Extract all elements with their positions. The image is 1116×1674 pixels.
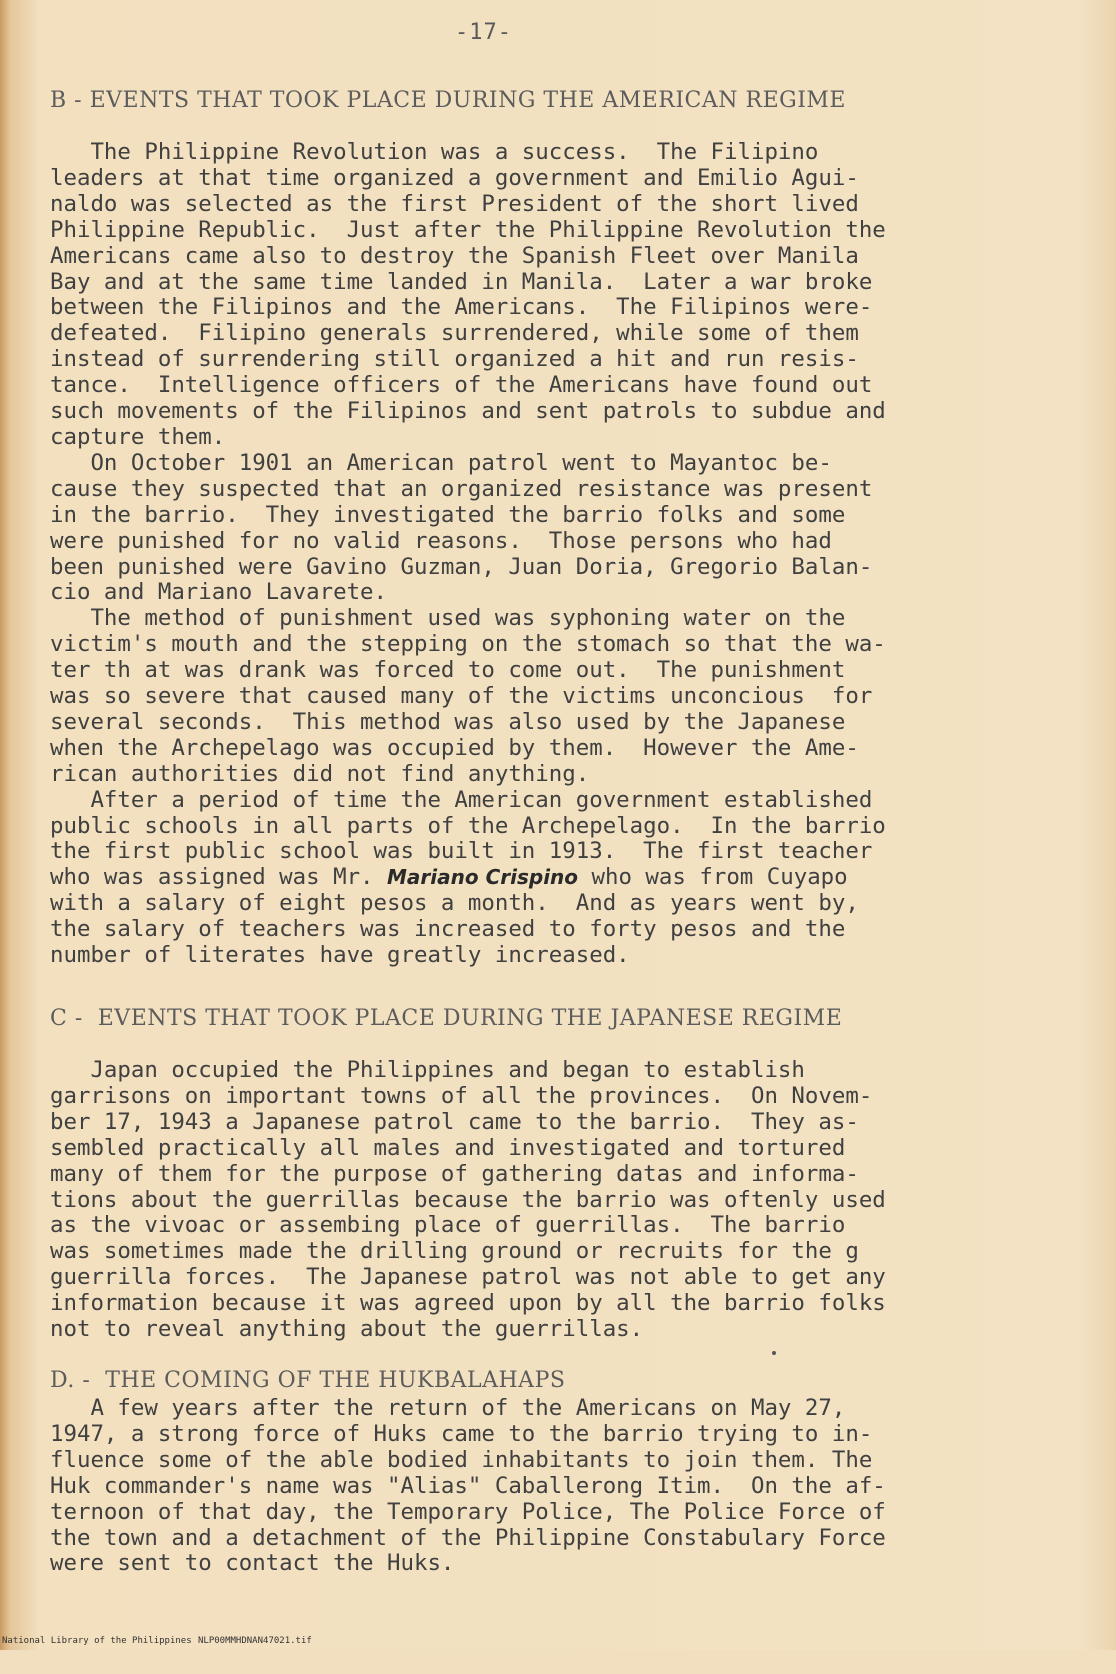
scan-footer	[0, 1634, 1116, 1650]
section-b-heading: B - EVENTS THAT TOOK PLACE DURING THE AMERICAN REGIME	[50, 88, 846, 113]
section-c-paragraph: Japan occupied the Philippines and began to establish garrisons on important towns of all the provinces. On Novem- ber 17, 1943 a Japanese patrol came to the barrio. They as- sembled practically all males and investigated and tortured many of them for the purpose of gathering datas and informa- tions about the guerrillas because the barrio was oftenly used as the vivoac or assembing place of guerrillas. The barrio was sometimes made the drilling ground or recruits for the g guerrilla forces. The Japanese patrol was not able to get any information because it was agreed upon by all the barrio folks not to reveal anything about the guerrillas.	[50, 1057, 886, 1343]
section-d-heading: D. - THE COMING OF THE HUKBALAHAPS	[50, 1368, 566, 1393]
section-c-heading: C - EVENTS THAT TOOK PLACE DURING THE JAPANESE REGIME	[50, 1006, 843, 1031]
footer-filename: NLP00MMHDNAN47021.tif	[198, 1636, 312, 1646]
section-b-paragraph-1: The Philippine Revolution was a success. The Filipino leaders at that time organized a government and Emilio Agui- naldo was selected as the first President of the short lived Philippine Republic. Just after the Philippine Revolution the Americans came also to destroy the Spanish Fleet over Manila Bay and at the same time landed in Manila. Later a war broke between the Filipinos and the Americans. The Filipinos were- defeated. Filipino generals surrendered, while some of them instead of surrendering still organized a hit and run resis- tance. Intelligence officers of the Americans have found out such movements of the Filipinos and sent patrols to subdue and capture them. On October 1901 an American patrol went to Mayantoc be- cause they suspected that an organized resistance was present in the barrio. They investigated the barrio folks and some were punished for no valid reasons. Those persons who had been punished were Gavino Guzman, Juan Doria, Gregorio Balan- cio and Mariano Lavarete. The method of punishment used was syphoning water on the victim's mouth and the stepping on the stomach so that the wa- ter th at was drank was forced to come out. The punishment was so severe that caused many of the victims unconcious for several seconds. This method was also used by the Japanese when the Archepelago was occupied by them. However the Ame- rican authorities did not find anything. After a period of time the American government established public schools in all parts of the Archepelago. In the barrio the first public school was built in 1913. The first teacher who was assigned was Mr. Mariano Crispino who was from Cuyapo with a salary of eight pesos a month. And as years went by, the salary of teachers was increased to forty pesos and the number of literates have greatly increased.	[50, 139, 886, 969]
page-number: -17-	[455, 20, 512, 45]
section-d-paragraph: A few years after the return of the Americans on May 27, 1947, a strong force of Huks came to the barrio trying to in- fluence some of the able bodied inhabitants to join them. The Huk commander's name was "Alias" Caballerong Itim. On the af- ternoon of that day, the Temporary Police, The Police Force of the town and a detachment of the Philippine Constabulary Force were sent to contact the Huks.	[50, 1395, 886, 1577]
ink-speck	[772, 1351, 776, 1355]
handwritten-teacher-name: Mariano Crispino	[387, 865, 579, 890]
footer-library: National Library of the Philippines	[2, 1636, 192, 1646]
